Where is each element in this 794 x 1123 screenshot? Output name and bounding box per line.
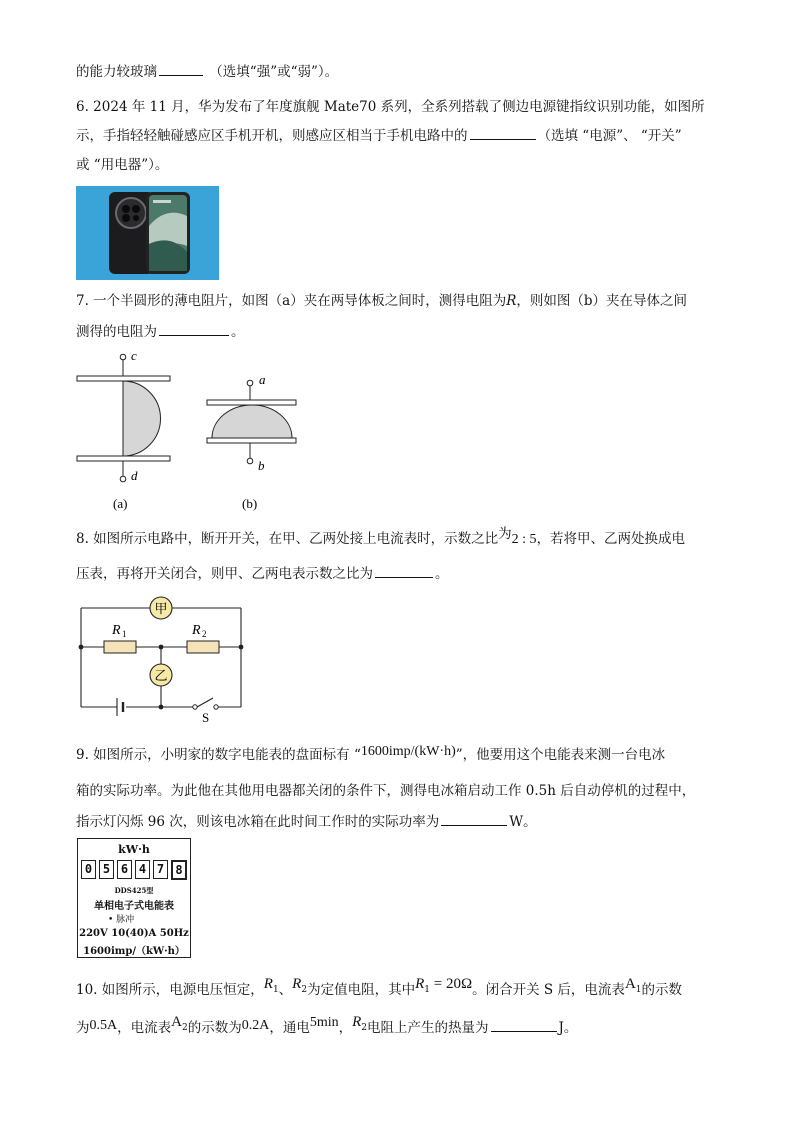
label-c: c	[131, 348, 137, 363]
label-r1-sub: 1	[122, 629, 127, 639]
q10-line-2	[76, 1014, 578, 1044]
answer-blank[interactable]	[470, 127, 536, 140]
a2-symbol: A	[171, 1014, 182, 1030]
q7-line-2	[76, 323, 245, 341]
q7-text-cont: ，则如图（b）夹在导体之间	[516, 293, 688, 309]
meter-digit: 4	[135, 860, 150, 879]
q8-line-2	[76, 565, 449, 583]
label-d: d	[131, 468, 138, 483]
time-value: 5min	[309, 1015, 339, 1030]
q5-tail-line	[76, 63, 338, 81]
q10-unit: J。	[558, 1020, 578, 1036]
circuit-diagram	[76, 594, 246, 724]
q10-text-d: 的示数	[641, 982, 683, 998]
q7-line-1	[76, 292, 687, 310]
label-r2: R	[192, 623, 201, 638]
meter-digit: 5	[99, 860, 114, 879]
q5-tail-options: （选填“强”或“弱”）。	[209, 64, 339, 80]
q6-line-2	[76, 127, 682, 145]
r1-value: = 20Ω	[429, 976, 473, 992]
switch-label: S	[202, 710, 210, 724]
meter-jia-label: 甲	[154, 601, 168, 616]
answer-blank[interactable]	[491, 1019, 557, 1032]
meter-spec: 220V 10(40)A 50Hz	[79, 928, 189, 939]
q7-figure	[76, 346, 306, 514]
q10-text-b: 为定值电阻，其中	[307, 982, 416, 998]
q5-tail-text: 的能力较玻璃	[76, 64, 157, 80]
q10-text-2d: ，通电	[269, 1020, 310, 1036]
r2-symbol-2: R	[352, 1014, 362, 1030]
r1-eq-sub: 1	[424, 984, 430, 995]
resistance-symbol: R	[506, 293, 517, 309]
q10-text-c: 。闭合开关 S 后，电流表	[472, 982, 625, 998]
meter-model: DDS425型	[114, 886, 154, 895]
caption-a: (a)	[113, 496, 128, 511]
q7-end: 。	[231, 324, 245, 340]
q7-text-2: 测得的电阻为	[76, 324, 157, 340]
figure-a	[77, 348, 170, 511]
meter-name: 单相电子式电能表	[94, 901, 174, 912]
q8-line-1	[76, 526, 686, 549]
q8-end: 。	[435, 566, 449, 582]
q10-text-2f: 电阻上产生的热量为	[367, 1020, 489, 1036]
a2-sub: 2	[181, 1022, 188, 1033]
q9-line-2: 箱的实际功率。为此他在其他用电器都关闭的条件下，测得电冰箱启动工作 0.5h 后自动停机的过程中，	[76, 783, 696, 799]
q10-text-2a: 为	[76, 1020, 90, 1036]
q6-line-3: 或 “用电器”）。	[76, 157, 169, 173]
q9-line-3	[76, 813, 537, 831]
meter-pulse: • 脉冲	[108, 915, 135, 925]
answer-blank[interactable]	[441, 813, 507, 826]
meter-unit: kW·h	[118, 843, 150, 856]
a1-symbol: A	[624, 976, 636, 992]
meter-constant: 1600imp/(kW·h)	[360, 744, 456, 759]
answer-blank[interactable]	[375, 565, 433, 578]
q9-text: 9. 如图所示，小明家的数字电能表的盘面标有 “	[76, 747, 361, 763]
q9-unit: W。	[509, 814, 537, 830]
q10-text-2b: ，电流表	[117, 1020, 172, 1036]
figure-b	[207, 372, 296, 511]
q10-text-2e: ，	[338, 1020, 353, 1036]
current-a2: 0.2A	[241, 1018, 270, 1033]
q8-circuit	[76, 594, 246, 724]
current-a1: 0.5A	[89, 1018, 118, 1033]
answer-blank[interactable]	[159, 323, 229, 336]
label-r2-sub: 2	[202, 629, 207, 639]
meter-digit: 0	[81, 860, 96, 879]
r2-sub-2: 2	[361, 1022, 368, 1033]
r1-symbol: R	[263, 976, 273, 992]
r2-symbol: R	[292, 976, 302, 992]
resistor-r1	[104, 641, 136, 653]
q8-text-2: 压表，再将开关闭合，则甲、乙两电表示数之比为	[76, 566, 373, 582]
q8-wei: 为	[498, 526, 512, 542]
q6-line-1: 6. 2024 年 11 月，华为发布了年度旗舰 Mate70 系列，全系列搭载了侧边电源键指纹识别功能，如图所	[76, 99, 705, 115]
q6-options: （选填 “电源”、 “开关”	[537, 128, 682, 144]
q9-text-cont: ”，他要用这个电能表来测一台电冰	[455, 747, 666, 763]
q10-text-2c: 的示数为	[187, 1020, 242, 1036]
r2-sub: 2	[301, 984, 308, 995]
meter-yi-label: 乙	[154, 668, 168, 683]
a1-sub: 1	[635, 984, 642, 995]
meter-digit-decimal: 8	[171, 860, 187, 880]
resistor-r2	[187, 641, 219, 653]
meter-digits	[78, 860, 190, 880]
label-a: a	[259, 372, 266, 387]
energy-meter-panel	[77, 838, 191, 958]
q8-text: 8. 如图所示电路中，断开开关，在甲、乙两处接上电流表时，示数之比	[76, 531, 499, 547]
q8-text-cont: ，若将甲、乙两处换成电	[536, 531, 686, 547]
label-r1: R	[112, 623, 121, 638]
meter-digit: 6	[117, 860, 132, 879]
q6-text: 示，手指轻轻触碰感应区手机开机，则感应区相当于手机电路中的	[76, 128, 468, 144]
meter-imp: 1600imp/（kW·h）	[83, 946, 185, 957]
q9-text-3: 指示灯闪烁 96 次，则该电冰箱在此时间工作时的实际功率为	[76, 814, 440, 830]
ratio-value: 2 : 5	[511, 532, 537, 547]
r1-sub: 1	[272, 984, 279, 995]
answer-blank[interactable]	[159, 63, 203, 76]
q10-line-1	[76, 976, 683, 1006]
separator: 、	[278, 982, 293, 998]
resistor-plate-diagram	[76, 346, 306, 514]
q7-text: 7. 一个半圆形的薄电阻片，如图（a）夹在两导体板之间时，测得电阻为	[76, 293, 507, 309]
q10-text: 10. 如图所示，电源电压恒定，	[76, 982, 264, 998]
meter-digit: 7	[153, 860, 168, 879]
phone-image	[76, 186, 219, 280]
r1-eq-symbol: R	[415, 976, 425, 992]
q9-line-1	[76, 746, 665, 765]
label-b: b	[258, 458, 265, 473]
phone-photo	[76, 186, 219, 280]
caption-b: (b)	[242, 496, 258, 511]
